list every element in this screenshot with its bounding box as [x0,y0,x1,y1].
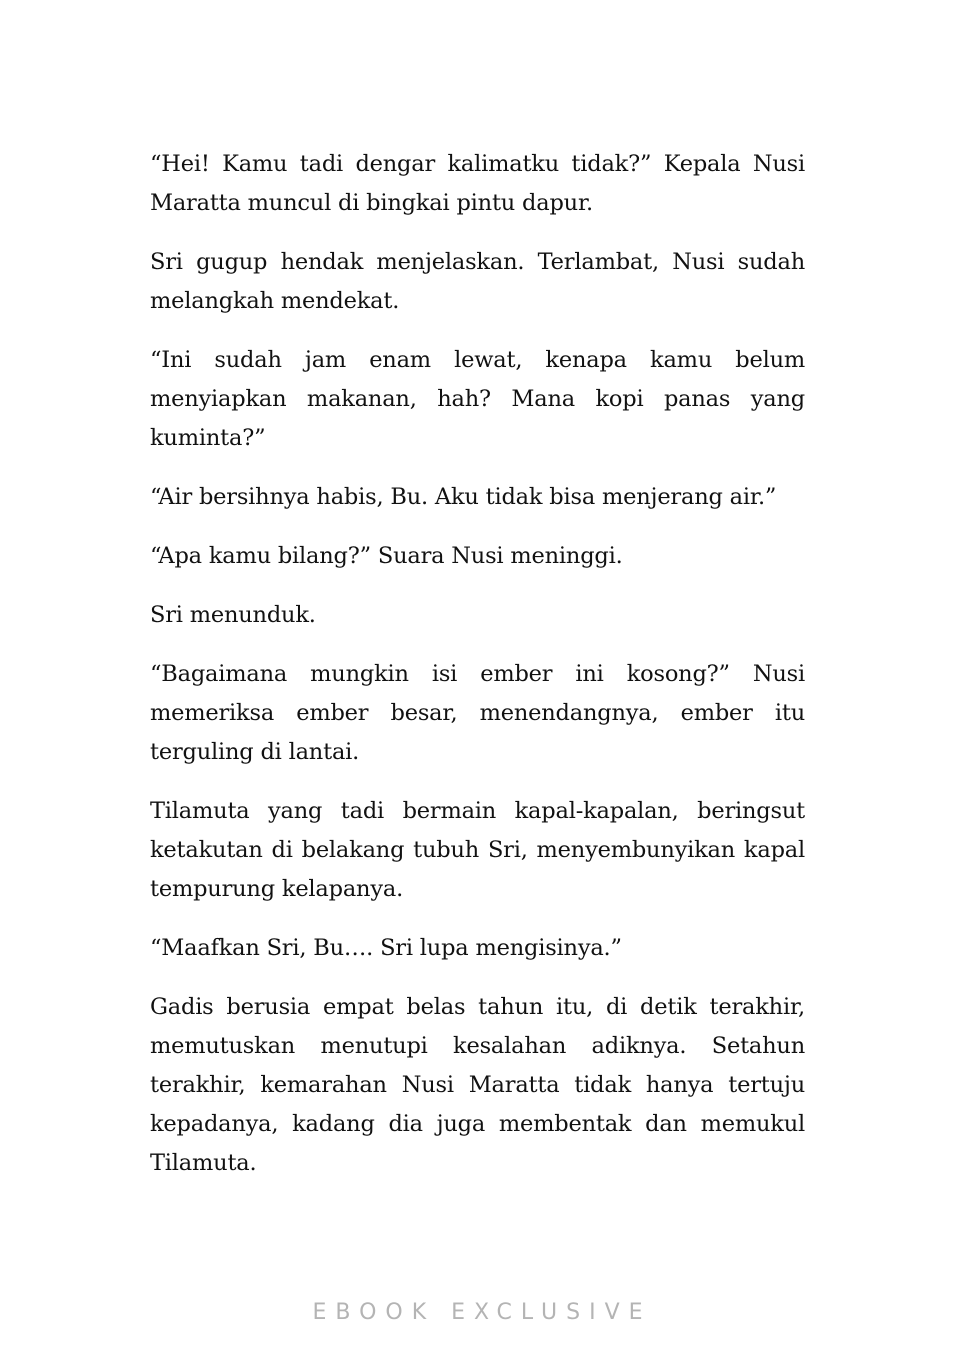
paragraph: “Ini sudah jam enam lewat, kenapa kamu belum menyiapkan makanan, hah? Mana kopi panas yang kuminta?” [150,347,805,451]
paragraph: Sri menunduk. [150,602,316,628]
paragraph: “Apa kamu bilang?” Suara Nusi meninggi. [150,543,623,569]
paragraph: “Hei! Kamu tadi dengar kalimatku tidak?” Kepala Nusi Maratta muncul di bingkai pintu dapur. [150,151,805,216]
paragraph: “Air bersihnya habis, Bu. Aku tidak bisa menjerang air.” [150,484,777,510]
paragraph: “Bagaimana mungkin isi ember ini kosong?” Nusi memeriksa ember besar, menendangnya, ember itu terguling di lantai. [150,661,805,765]
paragraph: “Maafkan Sri, Bu…. Sri lupa mengisinya.” [150,935,622,961]
page-body [150,145,805,1203]
paragraph: Gadis berusia empat belas tahun itu, di detik terakhir, memutuskan menutupi kesalahan adiknya. Setahun terakhir, kemarahan Nusi Maratta tidak hanya tertuju kepadanya, kadang dia juga membentak dan memukul Tilamuta. [150,994,805,1176]
paragraph: Tilamuta yang tadi bermain kapal-kapalan, beringsut ketakutan di belakang tubuh Sri, menyembunyikan kapal tempurung kelapanya. [150,798,805,902]
paragraph: Sri gugup hendak menjelaskan. Terlambat, Nusi sudah melangkah mendekat. [150,249,805,314]
page-footer: EBOOK EXCLUSIVE [312,1300,652,1325]
